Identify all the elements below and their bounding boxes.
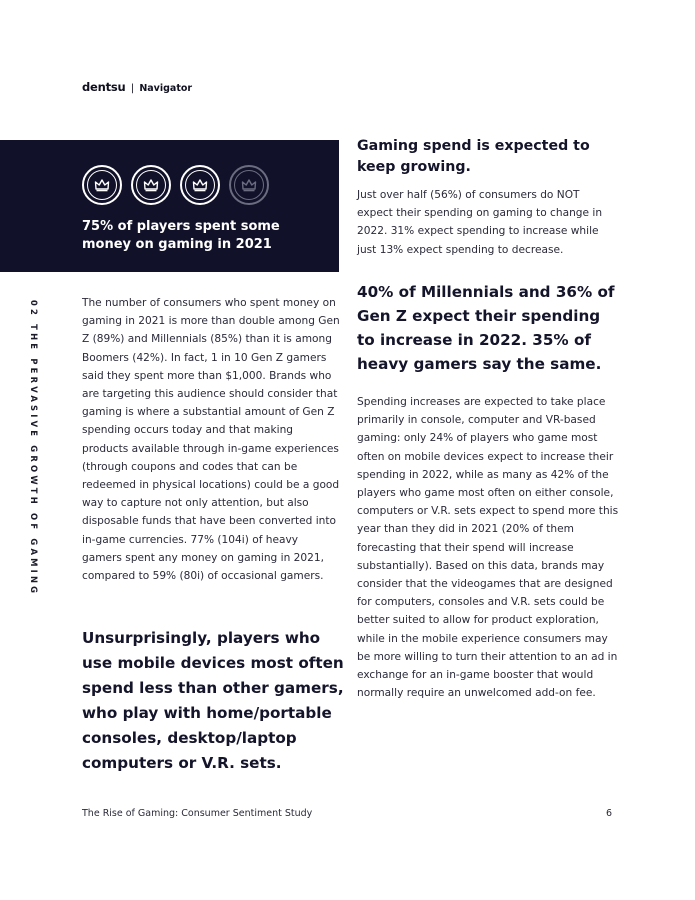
right-paragraph-2: Spending increases are expected to take place primarily in console, computer and VR-based gaming: only 24% of players who game most often on mobile devices expect to increase their spending in 2022, while as many as 42% of the players who game most often on either console, computers or V.R. sets expect to spend more this year than they did in 2021 (20% of them forecasting that their spend will increase substantially). Based on this data, brands may consider that the videogames that are designed for computers, consoles and V.R. sets could be better suited to allow for product exploration, while in the mobile experience consumers may be more willing to turn their attention to an ad in exchange for an in-game booster that would normally require an unwelcomed add-on fee. [357,396,619,700]
brand-logo: dentsu [82,80,126,94]
crown-icon [180,165,220,205]
footer-title: The Rise of Gaming: Consumer Sentiment Study [82,808,313,819]
right-paragraph-1: Just over half (56%) of consumers do NOT expect their spending on gaming to change in 2022. 31% expect spending to increase while just 13% expect spending to decrease. [357,189,603,256]
right-heading: Gaming spend is expected to keep growing. [357,138,590,175]
crown-icon-dimmed [229,165,269,205]
page-number: 6 [606,808,613,819]
section-side-label: 02 THE PERVASIVE GROWTH OF GAMING [29,300,39,597]
left-body-paragraph: The number of consumers who spent money on gaming in 2021 is more than double among Gen Z (89%) and Millennials (85%) than it is among Boomers (42%). In fact, 1 in 10 Gen Z gamers said they spent more than $1,000. Brands who are targeting this audience should consider that gaming is where a substantial amount of Gen Z spending occurs today and that making products available through in-game experiences (through coupons and codes that can be redeemed in physical locations) could be a good way to capture not only attention, but also disposable funds that have been converted into in-game currencies. 77% (104i) of heavy gamers spent any money on gaming in 2021, compared to 59% (80i) of occasional gamers. [82,297,340,583]
crown-icon-row [82,165,269,205]
crown-icon [131,165,171,205]
section-label: Navigator [139,83,193,94]
right-pull-quote: 40% of Millennials and 36% of Gen Z expect their spending to increase in 2022. 35% of heavy gamers say the same. [357,283,615,373]
crown-icon [82,165,122,205]
callout-stat-text: 75% of players spent some money on gaming in 2021 [82,219,280,252]
document-header [82,80,192,94]
left-pull-quote: Unsurprisingly, players who use mobile devices most often spend less than other gamers, who play with home/portable consoles, desktop/laptop computers or V.R. sets. [82,629,344,772]
header-separator: | [130,83,135,94]
